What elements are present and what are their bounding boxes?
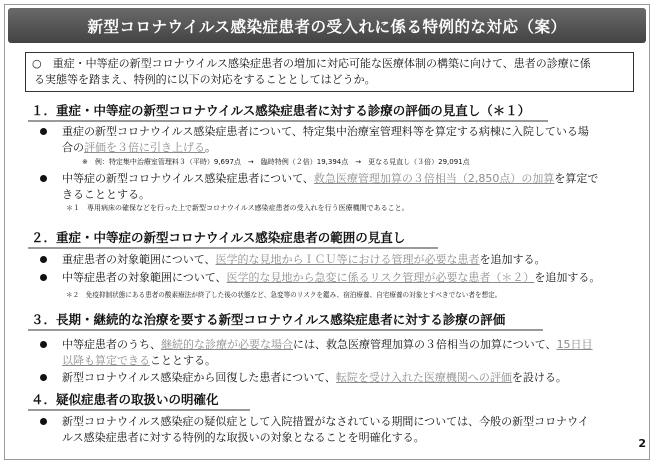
bullet-dot	[40, 175, 47, 182]
section-3-item-1: 中等症患者のうち、継続的な診療が必要な場合には、救急医療管理加算の３倍相当の加算について、15日目 以降も算定できることとする。	[62, 338, 593, 367]
highlighted-text: 医学的な見地から急変に係るリスク管理が必要な患者（＊２）	[226, 271, 535, 284]
section-3-item-2: 新型コロナウイルス感染症から回復した患者について、転院を受け入れた医療機関への評価を設ける。	[62, 371, 567, 384]
section-1-underline	[28, 120, 548, 122]
section-2-heading: ２．重症・中等症の新型コロナウイルス感染症患者の範囲の見直し	[31, 230, 406, 245]
section-2-item-1: 重症患者の対象範囲について、医学的な見地からＩＣＵ等における管理が必要な患者を追加する。	[62, 253, 546, 266]
bullet-dot	[40, 274, 47, 281]
section-1-heading: １．重症・中等症の新型コロナウイルス感染症患者に対する診療の評価の見直し（＊１）	[31, 103, 531, 118]
bullet-dot	[40, 341, 47, 348]
section-2-underline	[28, 247, 438, 249]
bullet-dot	[40, 374, 47, 381]
section-2-note-1: ＊２ 免疫抑制状態にある患者の酸素療法が終了した後の状態など、急変等のリスクを鑑み、宿泊療養、自宅療養の対象とすべきでない者を想定。	[66, 291, 502, 299]
highlighted-text: 転院を受け入れた医療機関への評価	[335, 371, 512, 384]
highlighted-text: 継続的な診療が必要な場合	[161, 338, 293, 351]
section-4-item-1: 新型コロナウイルス感染症の疑似症として入院措置がなされている期間については、今般の新型コロナウイ ルス感染症患者に対する特例的な取扱いの対象となることを明確化する。	[62, 415, 589, 444]
section-1-note-2: ＊１ 専用病床の確保などを行った上で新型コロナウイルス感染症患者の受入れを行う医療機関であること。	[66, 204, 409, 212]
page-number: 2	[638, 437, 646, 450]
highlighted-text: 医学的な見地からＩＣＵ等における管理が必要な患者	[215, 253, 480, 266]
bullet-dot	[40, 128, 47, 135]
highlighted-text: 評価を３倍に引き上げる	[84, 140, 205, 154]
slide-title: 新型コロナウイルス感染症患者の受入れに係る特例的な対応（案）	[87, 17, 567, 36]
section-3-heading: ３．長期・継続的な治療を要する新型コロナウイルス感染症患者に対する診療の評価	[31, 312, 506, 327]
intro-marker: ○	[32, 57, 42, 70]
intro-line-1: ○ 重症・中等症の新型コロナウイルス感染症患者の増加に対応可能な医療体制の構築に向けて、患者の診療に係	[32, 57, 591, 70]
intro-line-2: る実態等を踏まえ、特例的に以下の対応をすることとしてはどうか。	[34, 73, 376, 86]
section-1-note-1: ※ 例：特定集中治療室管理料３（平時）9,697点 → 臨時特例（２倍）19,394点 → 更なる見直し（３倍）29,091点	[82, 158, 470, 166]
section-4-underline	[28, 409, 250, 411]
section-1-item-2: 中等症の新型コロナウイルス感染症患者について、救急医療管理加算の３倍相当（2,850点）の加算を算定で きることとする。	[62, 172, 599, 201]
section-2-item-2: 中等症患者の対象範囲について、医学的な見地から急変に係るリスク管理が必要な患者（＊２）を追加する。	[62, 271, 601, 284]
slide-title-bar	[8, 8, 646, 43]
section-3-underline	[28, 329, 543, 331]
intro-box	[25, 52, 634, 92]
highlighted-text: 救急医療管理加算の３倍相当（2,850点）の加算	[313, 172, 555, 185]
section-4-heading: ４．疑似症患者の取扱いの明確化	[31, 392, 219, 407]
section-1-item-1: 重症の新型コロナウイルス感染症患者について、特定集中治療室管理料等を算定する病棟に入院している場 合の評価を３倍に引き上げる。	[62, 125, 589, 154]
highlighted-text: 以降も算定できる	[62, 353, 150, 367]
bullet-dot	[40, 418, 47, 425]
highlighted-text: 15日目	[556, 338, 593, 351]
bullet-dot	[40, 256, 47, 263]
